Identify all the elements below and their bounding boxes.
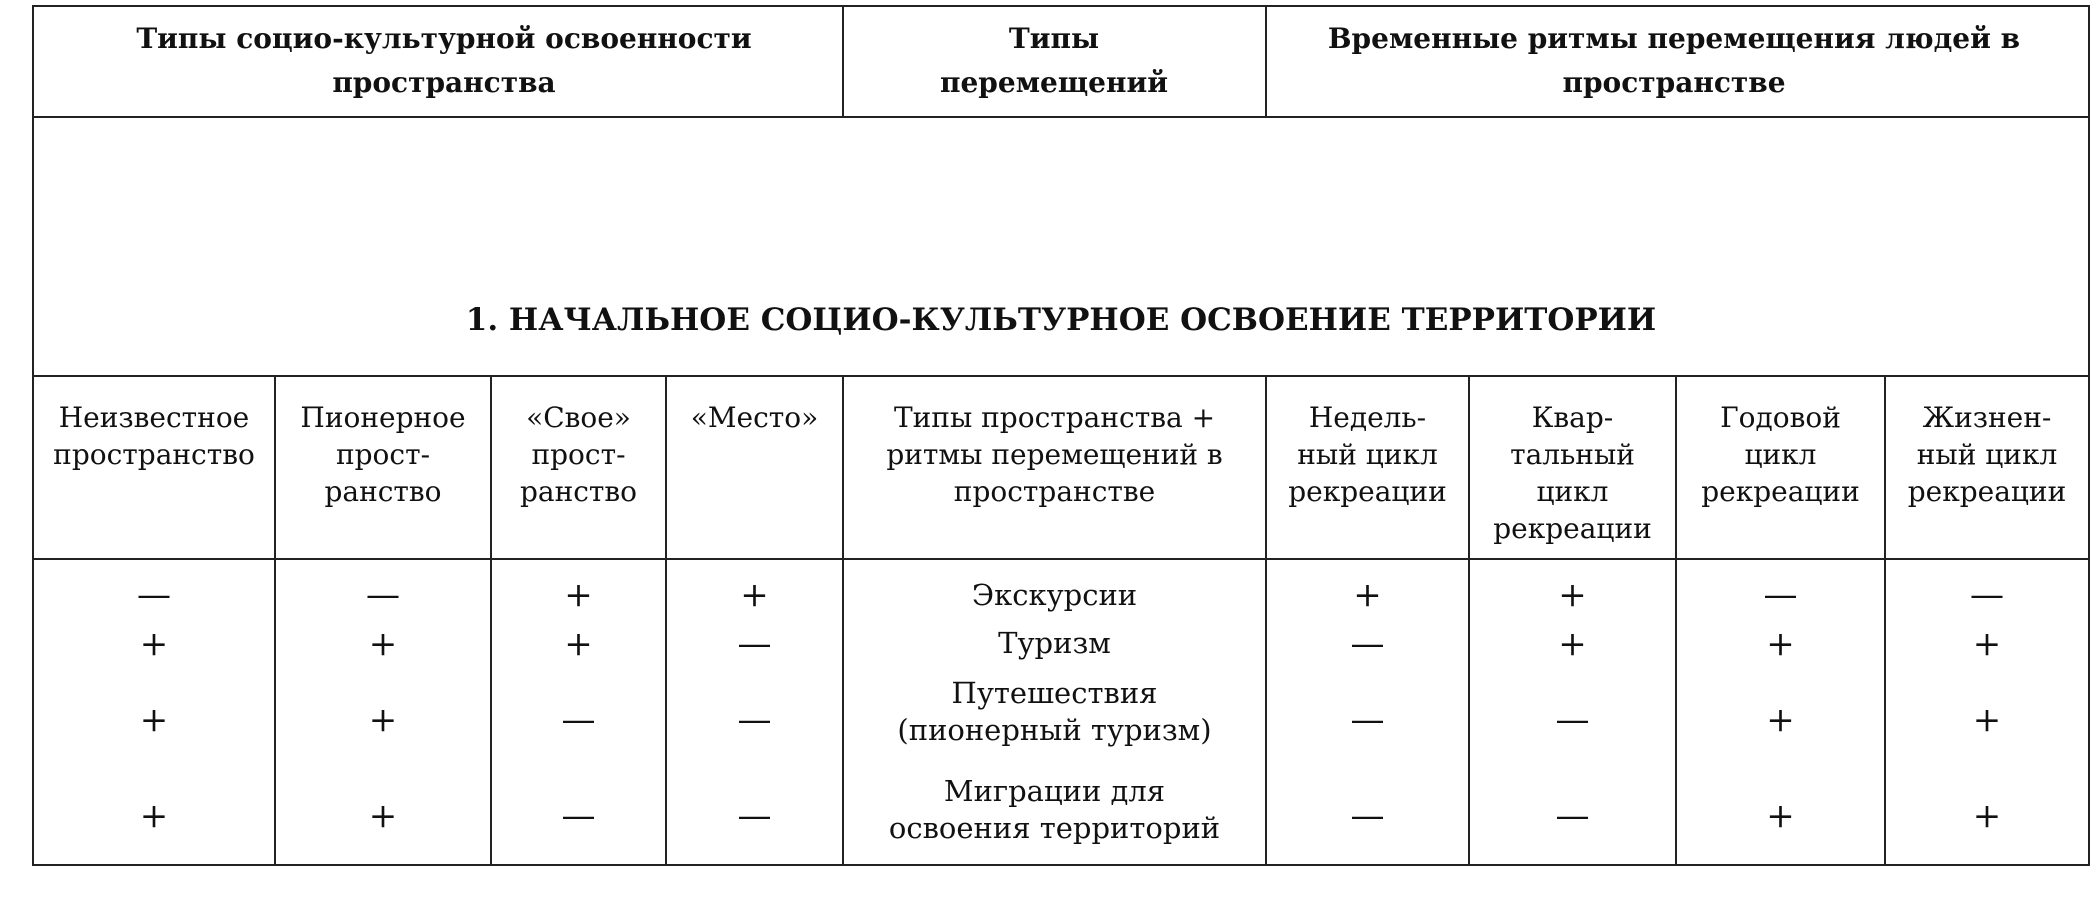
- rule-v-header-2: [1265, 7, 1267, 117]
- mark: +: [740, 575, 769, 615]
- mark: +: [564, 575, 593, 615]
- mark: +: [1972, 624, 2002, 664]
- mark: —: [1555, 796, 1590, 836]
- mark: +: [1558, 575, 1587, 615]
- mark: +: [1972, 700, 2002, 740]
- subheader-lifetime-cycle: Жизнен-ный цикл рекреации: [1907, 401, 2067, 508]
- subheader-unknown-space: Неизвестное пространство: [53, 401, 255, 471]
- mark: —: [366, 575, 400, 615]
- mark: —: [1350, 624, 1385, 664]
- mark: +: [139, 624, 169, 664]
- row-label-tourism: Туризм: [998, 626, 1111, 660]
- subheader-weekly-cycle: Недель-ный цикл рекреации: [1288, 401, 1447, 508]
- header-time-rhythms: Временные ритмы перемещения людей в пространстве: [1327, 22, 2021, 99]
- subheader-pioneer-space: Пионерное прост-ранство: [300, 401, 466, 508]
- header-movement-types: Типы перемещений: [940, 22, 1168, 99]
- subheader-space-rhythms: Типы пространства + ритмы перемещений в пространстве: [886, 401, 1223, 508]
- mark: +: [1353, 575, 1382, 615]
- recreation-table: [32, 5, 2090, 866]
- section-title: 1. НАЧАЛЬНОЕ СОЦИО-КУЛЬТУРНОЕ ОСВОЕНИЕ ТЕРРИТОРИИ: [465, 302, 1657, 338]
- mark: —: [737, 624, 772, 664]
- row-label-travel: Путешествия (пионерный туризм): [897, 676, 1212, 747]
- subheader-place: «Место»: [690, 401, 819, 434]
- mark: —: [737, 796, 772, 836]
- mark: +: [368, 624, 398, 664]
- mark: —: [1970, 575, 2004, 615]
- mark: —: [737, 700, 772, 740]
- mark: +: [1972, 796, 2002, 836]
- mark: —: [1763, 575, 1798, 615]
- subheader-quarterly-cycle: Квар-тальный цикл рекреации: [1493, 401, 1652, 545]
- subheader-annual-cycle: Годовой цикл рекреации: [1701, 401, 1860, 508]
- mark: —: [1350, 700, 1385, 740]
- header-space-types: Типы социо-культурной освоенности пространства: [136, 22, 752, 99]
- mark: +: [1558, 624, 1587, 664]
- row-label-excursions: Экскурсии: [971, 578, 1138, 612]
- mark: +: [368, 796, 398, 836]
- mark: —: [1555, 700, 1590, 740]
- subheader-own-space: «Свое» прост-ранство: [519, 401, 638, 508]
- mark: —: [137, 575, 171, 615]
- mark: +: [1766, 700, 1795, 740]
- rule-v-3: [665, 376, 667, 866]
- rule-header: [34, 116, 2088, 118]
- mark: +: [1766, 796, 1795, 836]
- mark: +: [564, 624, 593, 664]
- mark: —: [561, 700, 596, 740]
- row-label-migrations: Миграции для освоения территорий: [888, 774, 1221, 845]
- rule-section: [34, 375, 2088, 377]
- mark: +: [139, 700, 169, 740]
- mark: +: [1766, 624, 1795, 664]
- mark: —: [561, 796, 596, 836]
- rule-subheader: [34, 558, 2088, 560]
- mark: +: [368, 700, 398, 740]
- mark: —: [1350, 796, 1385, 836]
- rule-v-header-1: [842, 7, 844, 117]
- mark: +: [139, 796, 169, 836]
